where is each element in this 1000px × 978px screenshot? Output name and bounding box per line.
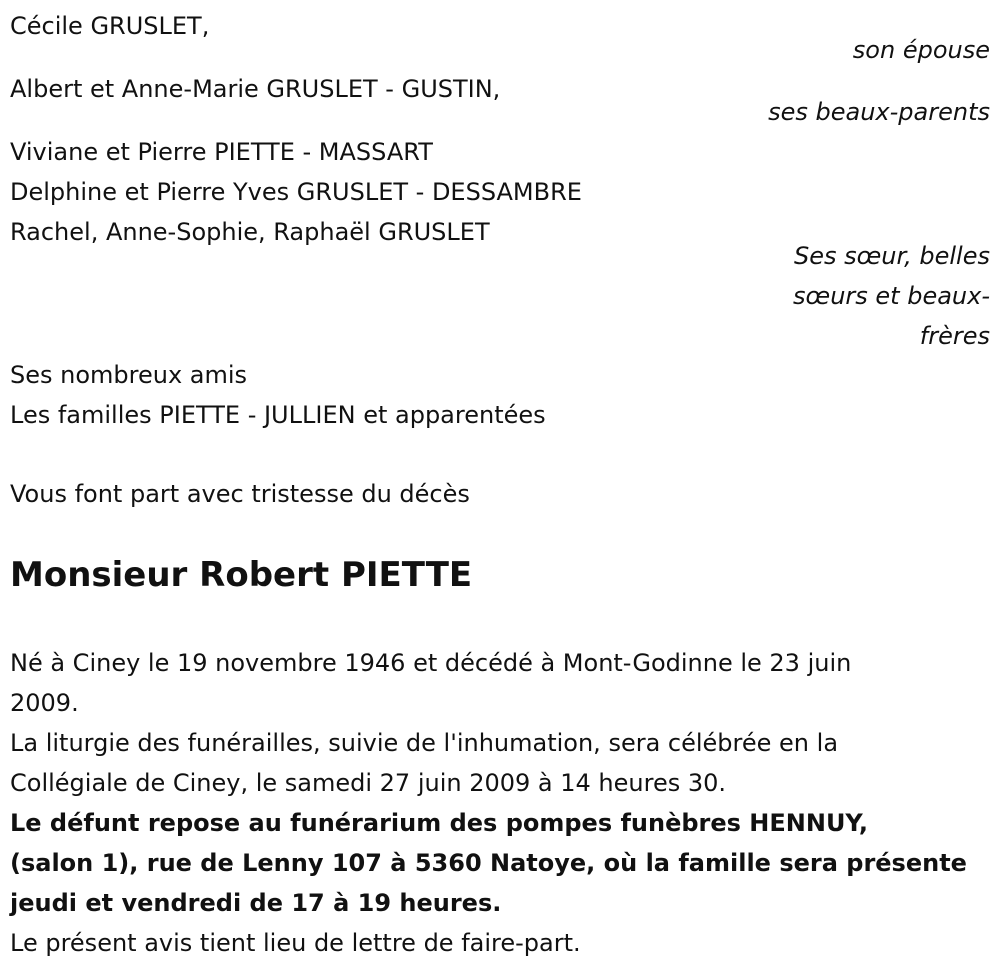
inlaws-role: ses beaux-parents: [768, 98, 990, 126]
rest-line: (salon 1), rue de Lenny 107 à 5360 Natoye, où la famille sera présente: [10, 849, 967, 877]
spouse-name: Cécile GRUSLET,: [10, 12, 210, 40]
birth-death-line: Né à Ciney le 19 novembre 1946 et décédé à Mont-Godinne le 23 juin: [10, 649, 852, 677]
deceased-name: Monsieur Robert PIETTE: [10, 555, 473, 595]
spouse-role: son épouse: [852, 36, 990, 64]
funeral-line: Collégiale de Ciney, le samedi 27 juin 2009 à 14 heures 30.: [10, 769, 727, 797]
siblings-role-line: Ses sœur, belles: [793, 242, 990, 270]
sibling-line: Delphine et Pierre Yves GRUSLET - DESSAMBRE: [10, 178, 582, 206]
birth-death-line: 2009.: [10, 689, 79, 717]
inlaws-name: Albert et Anne-Marie GRUSLET - GUSTIN,: [10, 75, 501, 103]
siblings-role-line: frères: [919, 322, 990, 350]
sibling-line: Rachel, Anne-Sophie, Raphaël GRUSLET: [10, 218, 490, 246]
families-line: Les familles PIETTE - JULLIEN et apparentées: [10, 401, 546, 429]
rest-line: jeudi et vendredi de 17 à 19 heures.: [10, 889, 502, 917]
funeral-line: La liturgie des funérailles, suivie de l'inhumation, sera célébrée en la: [10, 729, 839, 757]
siblings-role-line: sœurs et beaux-: [793, 282, 990, 310]
rest-line: Le défunt repose au funérarium des pompes funèbres HENNUY,: [10, 809, 868, 837]
friends-line: Ses nombreux amis: [10, 361, 248, 389]
announcement: Vous font part avec tristesse du décès: [10, 480, 470, 508]
sibling-line: Viviane et Pierre PIETTE - MASSART: [10, 138, 433, 166]
closing-line: Le présent avis tient lieu de lettre de faire-part.: [10, 929, 581, 957]
